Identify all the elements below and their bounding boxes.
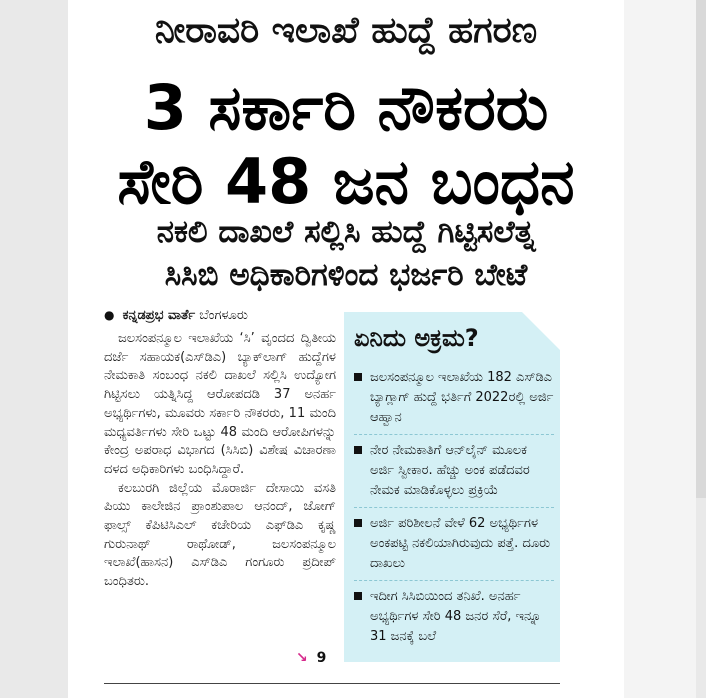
sidebar-item	[354, 507, 554, 580]
sidebar-item	[354, 580, 554, 653]
kicker-headline: ನೀರಾವರಿ ಇಲಾಖೆ ಹುದ್ದೆ ಹಗರಣ	[154, 10, 538, 51]
bottom-rule	[104, 683, 560, 684]
page-edge	[696, 0, 706, 498]
byline-source: ಕನ್ನಡಪ್ರಭ ವಾರ್ತೆ	[122, 308, 196, 323]
bullet-icon: ●	[104, 308, 115, 322]
headline-line-1: 3 ಸರ್ಕಾರಿ ನೌಕರರು	[143, 71, 549, 144]
continued-page-number: 9	[316, 650, 327, 666]
sidebar-list	[354, 362, 554, 653]
arrow-down-right-icon: ↘	[296, 650, 308, 666]
article-body	[104, 330, 336, 592]
sidebar-item-text: ಅರ್ಜಿ ಪರಿಶೀಲನೆ ವೇಳೆ 62 ಅಭ್ಯರ್ಥಿಗಳ ಅಂಕಪಟ್ಟಿ ನಕಲಿಯಾಗಿರುವುದು ಪತ್ತೆ. ದೂರು ದಾಖಲು	[370, 516, 551, 571]
sidebar-item-text: ಜಲಸಂಪನ್ಮೂಲ ಇಲಾಖೆಯ 182 ಎಸ್‌ಡಿಎ ಬ್ಯಾಗ್ಲಾಗ್ ಹುದ್ದೆ ಭರ್ತಿಗೆ 2022ರಲ್ಲಿ ಅರ್ಜಿ ಆಹ್ವಾನ	[370, 370, 554, 425]
subheadline-line-2: ಸಿಸಿಬಿ ಅಧಿಕಾರಿಗಳಿಂದ ಭರ್ಜರಿ ಬೇಟೆ	[164, 257, 528, 293]
sidebar-item-text: ಇದೀಗ ಸಿಸಿಬಿಯಿಂದ ತನಿಖೆ. ಅನರ್ಹ ಅಭ್ಯರ್ಥಿಗಳ ಸೇರಿ 48 ಜನರ ಸೆರೆ, ಇನ್ನೂ 31 ಜನಕ್ಕೆ ಬಲೆ	[370, 589, 542, 644]
headline-line-2: ಸೇರಿ 48 ಜನ ಬಂಧನ	[117, 145, 575, 218]
continued-marker	[296, 650, 326, 666]
article-paragraph: ಜಲಸಂಪನ್ಮೂಲ ಇಲಾಖೆಯ ‘ಸಿ’ ವೃಂದದ ದ್ವಿತೀಯ ದರ್ಜೆ ಸಹಾಯಕ(ಎಸ್‌ಡಿಎ) ಬ್ಯಾಕ್‌ಲಾಗ್ ಹುದ್ದೆಗಳ ನೇಮಕಾತಿ ಸಂಬಂಧ ನಕಲಿ ದಾಖಲೆ ಸಲ್ಲಿಸಿ ಉದ್ಯೋಗ ಗಿಟ್ಟಿಸಲು ಯತ್ನಿಸಿದ್ದ ಆರೋಪದಡಿ 37 ಅನರ್ಹ ಅಭ್ಯರ್ಥಿಗಳು, ಮೂವರು ಸರ್ಕಾರಿ ನೌಕರರು, 11 ಮಂದಿ ಮಧ್ಯವರ್ತಿಗಳು ಸೇರಿ ಒಟ್ಟು 48 ಮಂದಿ ಆರೋಪಿಗಳನ್ನು ಕೇಂದ್ರ ಅಪರಾಧ ವಿಭಾಗದ (ಸಿಸಿಬಿ) ವಿಶೇಷ ವಿಚಾರಣಾ ದಳದ ಅಧಿಕಾರಿಗಳು ಬಂಧಿಸಿದ್ದಾರೆ.	[104, 331, 336, 477]
square-bullet-icon	[354, 592, 362, 600]
byline	[104, 308, 248, 323]
byline-place: ಬೆಂಗಳೂರು	[199, 308, 248, 323]
sidebar-item	[354, 434, 554, 507]
square-bullet-icon	[354, 373, 362, 381]
sidebar-item	[354, 362, 554, 434]
square-bullet-icon	[354, 446, 362, 454]
article-paragraph: ಕಲಬುರಗಿ ಜಿಲ್ಲೆಯ ಮೊರಾರ್ಜಿ ದೇಸಾಯಿ ವಸತಿ ಪಿಯು ಕಾಲೇಜಿನ ಪ್ರಾಂಶುಪಾಲ ಆನಂದ್, ಜೋಗ್ ಫಾಲ್ಸ್ ಕೆಪಿಟಿಸಿಎಲ್ ಕಚೇರಿಯ ಎಫ್‌ಡಿಎ ಕೃಷ್ಣ ಗುರುನಾಥ್ ರಾಥೋಡ್, ಜಲಸಂಪನ್ಮೂಲ ಇಲಾಖೆ(ಹಾಸನ) ಎಸ್‌ಡಿಎ ಗಂಗೂರು ಪ್ರದೀಪ್ ಬಂಧಿತರು.	[104, 480, 336, 590]
sidebar-title: ಏನಿದು ಅಕ್ರಮ?	[354, 324, 479, 352]
sidebar-item-text: ನೇರ ನೇಮಕಾತಿಗೆ ಆನ್‌ಲೈನ್ ಮೂಲಕ ಅರ್ಜಿ ಸ್ವೀಕಾರ. ಹೆಚ್ಚು ಅಂಕ ಪಡೆದವರ ನೇಮಕ ಮಾಡಿಕೊಳ್ಳಲು ಪ್ರಕ್ರಿಯೆ	[370, 443, 530, 498]
subheadline-line-1: ನಕಲಿ ದಾಖಲೆ ಸಲ್ಲಿಸಿ ಹುದ್ದೆ ಗಿಟ್ಟಿಸಲೆತ್ನ	[156, 214, 536, 250]
background-strip	[624, 0, 696, 698]
corner-fold-icon	[522, 312, 560, 350]
square-bullet-icon	[354, 519, 362, 527]
info-sidebar	[344, 312, 560, 662]
